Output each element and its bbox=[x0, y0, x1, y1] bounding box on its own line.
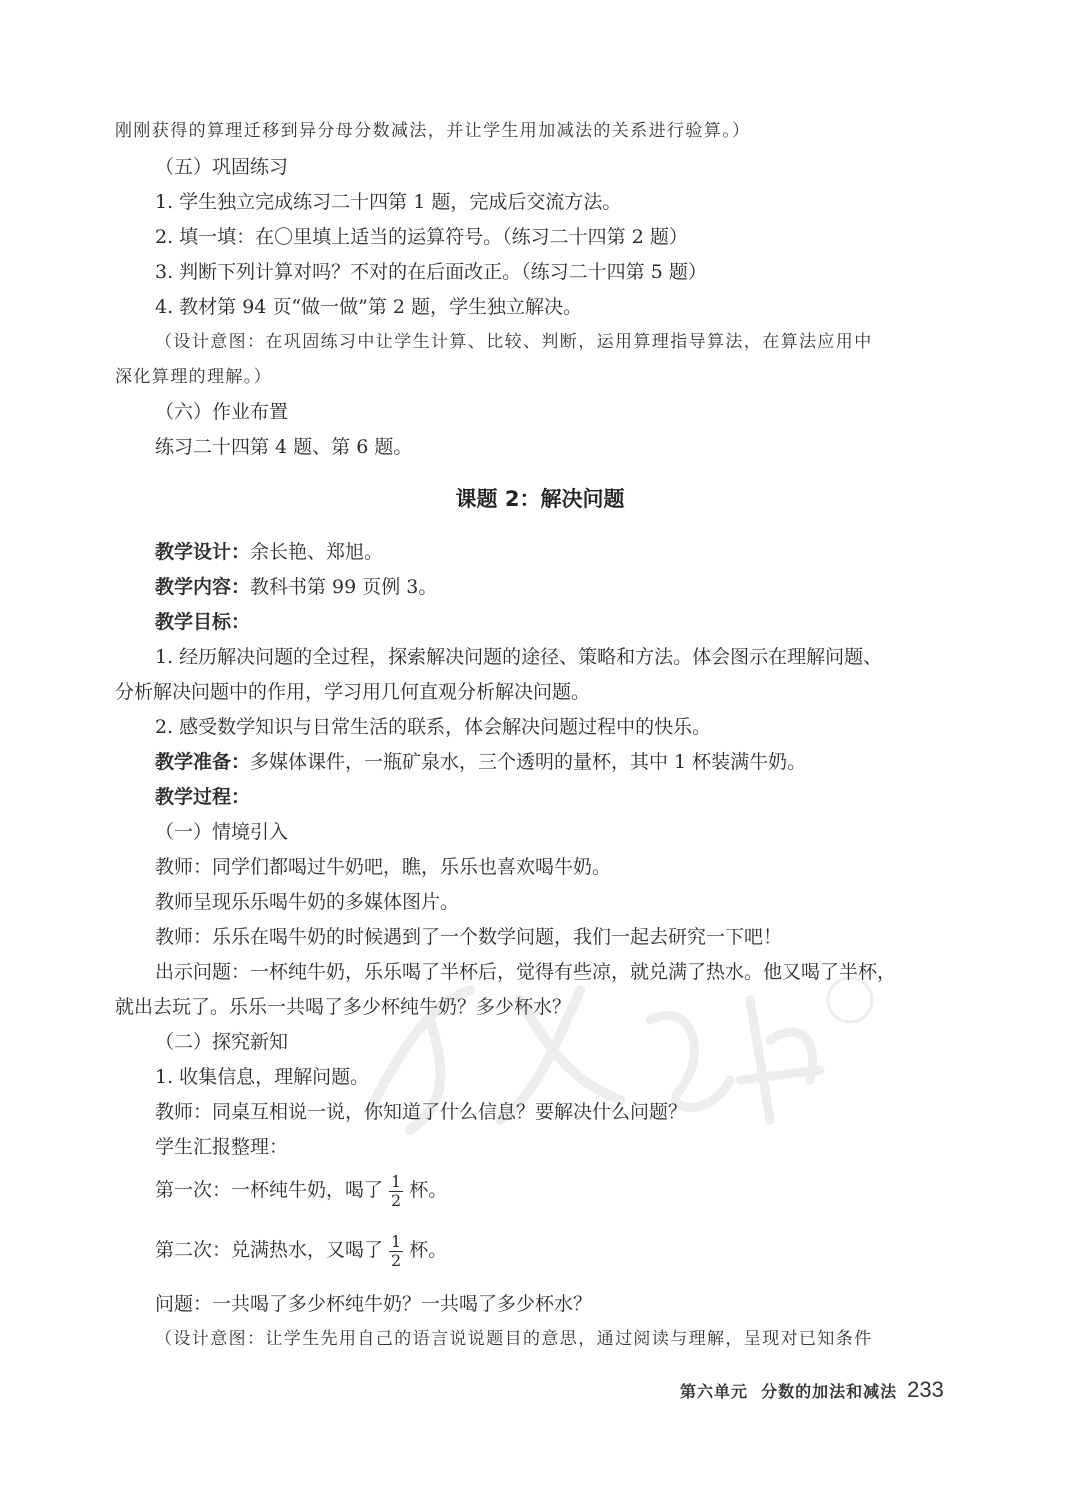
fraction-one-half bbox=[389, 1233, 403, 1270]
second-drink-line bbox=[155, 1228, 447, 1272]
second-drink-text: 第二次：兑满热水，又喝了 bbox=[155, 1239, 384, 1261]
field-value: 多媒体课件，一瓶矿泉水，三个透明的量杯，其中 1 杯装满牛奶。 bbox=[250, 751, 807, 773]
footer-unit: 第六单元 bbox=[680, 1382, 749, 1401]
exercise-item-3: 3. 判断下列计算对吗？不对的在后面改正。（练习二十四第 5 题） bbox=[155, 261, 707, 283]
goal-1-line-1: 1. 经历解决问题的全过程，探索解决问题的途径、策略和方法。体会图示在理解问题、 bbox=[155, 646, 883, 668]
page-number: 233 bbox=[907, 1377, 944, 1402]
teaching-process-label: 教学过程： bbox=[155, 786, 251, 808]
process-text: 教师：同桌互相说一说，你知道了什么信息？要解决什么问题？ bbox=[155, 1101, 688, 1123]
teaching-design-line bbox=[155, 540, 383, 564]
teaching-goals-line bbox=[155, 610, 250, 634]
exercise-item-1: 1. 学生独立完成练习二十四第 1 题，完成后交流方法。 bbox=[155, 191, 622, 213]
process-text: 教师：同学们都喝过牛奶吧，瞧，乐乐也喜欢喝牛奶。 bbox=[155, 856, 612, 878]
first-drink-text: 第一次：一杯纯牛奶，喝了 bbox=[155, 1179, 384, 1201]
publisher-watermark bbox=[350, 960, 890, 1140]
second-drink-unit: 杯。 bbox=[409, 1239, 448, 1261]
first-drink-unit: 杯。 bbox=[409, 1179, 448, 1201]
teaching-content-line bbox=[155, 575, 437, 599]
fraction-one-half bbox=[389, 1173, 403, 1210]
process-step-intro: （一）情境引入 bbox=[155, 821, 289, 843]
footer-chapter: 分数的加法和减法 bbox=[761, 1382, 898, 1401]
field-value: 余长艳、郑旭。 bbox=[250, 541, 384, 563]
exercise-item-4: 4. 教材第 94 页“做一做”第 2 题，学生独立解决。 bbox=[155, 296, 583, 318]
goal-1-line-2: 分析解决问题中的作用，学习用几何直观分析解决问题。 bbox=[115, 681, 591, 703]
question-line: 问题：一共喝了多少杯纯牛奶？一共喝了多少杯水？ bbox=[155, 1293, 593, 1315]
field-label: 教学内容： bbox=[155, 576, 251, 598]
problem-line-2: 就出去玩了。乐乐一共喝了多少杯纯牛奶？多少杯水？ bbox=[115, 996, 572, 1018]
section-heading-consolidation: （五）巩固练习 bbox=[155, 156, 289, 178]
fraction-denominator: 2 bbox=[391, 1250, 402, 1270]
teaching-prep-line bbox=[155, 750, 806, 774]
field-label: 教学准备： bbox=[155, 751, 251, 773]
process-text: 教师呈现乐乐喝牛奶的多媒体图片。 bbox=[155, 891, 460, 913]
design-intent-line-1: （设计意图：在巩固练习中让学生计算、比较、判断，运用算理指导算法，在算法应用中 bbox=[155, 332, 873, 352]
process-text: 学生汇报整理： bbox=[155, 1136, 289, 1158]
process-step-explore: （二）探究新知 bbox=[155, 1031, 289, 1053]
page-footer bbox=[680, 1377, 944, 1405]
fraction-numerator: 1 bbox=[391, 1171, 402, 1191]
design-intent-final: （设计意图：让学生先用自己的语言说说题目的意思，通过阅读与理解，呈现对已知条件 bbox=[155, 1329, 873, 1349]
homework-text: 练习二十四第 4 题、第 6 题。 bbox=[155, 436, 413, 458]
process-text: 教师：乐乐在喝牛奶的时候遇到了一个数学问题，我们一起去研究一下吧！ bbox=[155, 926, 783, 948]
section-heading-homework: （六）作业布置 bbox=[155, 401, 289, 423]
design-intent-continuation: 刚刚获得的算理迁移到异分母分数减法，并让学生用加减法的关系进行验算。） bbox=[115, 121, 751, 141]
field-label: 教学目标： bbox=[155, 611, 251, 633]
goal-2: 2. 感受数学知识与日常生活的联系，体会解决问题过程中的快乐。 bbox=[155, 716, 712, 738]
problem-line-1: 出示问题：一杯纯牛奶，乐乐喝了半杯后，觉得有些凉，就兑满了热水。他又喝了半杯， bbox=[155, 961, 897, 983]
lesson-title: 课题 2：解决问题 bbox=[455, 487, 625, 511]
field-label: 教学设计： bbox=[155, 541, 251, 563]
exercise-item-2: 2. 填一填：在〇里填上适当的运算符号。（练习二十四第 2 题） bbox=[155, 226, 688, 248]
first-drink-line bbox=[155, 1168, 447, 1212]
process-text: 1. 收集信息，理解问题。 bbox=[155, 1066, 370, 1088]
design-intent-line-2: 深化算理的理解。） bbox=[115, 367, 273, 387]
field-value: 教科书第 99 页例 3。 bbox=[250, 576, 438, 598]
fraction-numerator: 1 bbox=[391, 1231, 402, 1251]
fraction-denominator: 2 bbox=[391, 1190, 402, 1210]
